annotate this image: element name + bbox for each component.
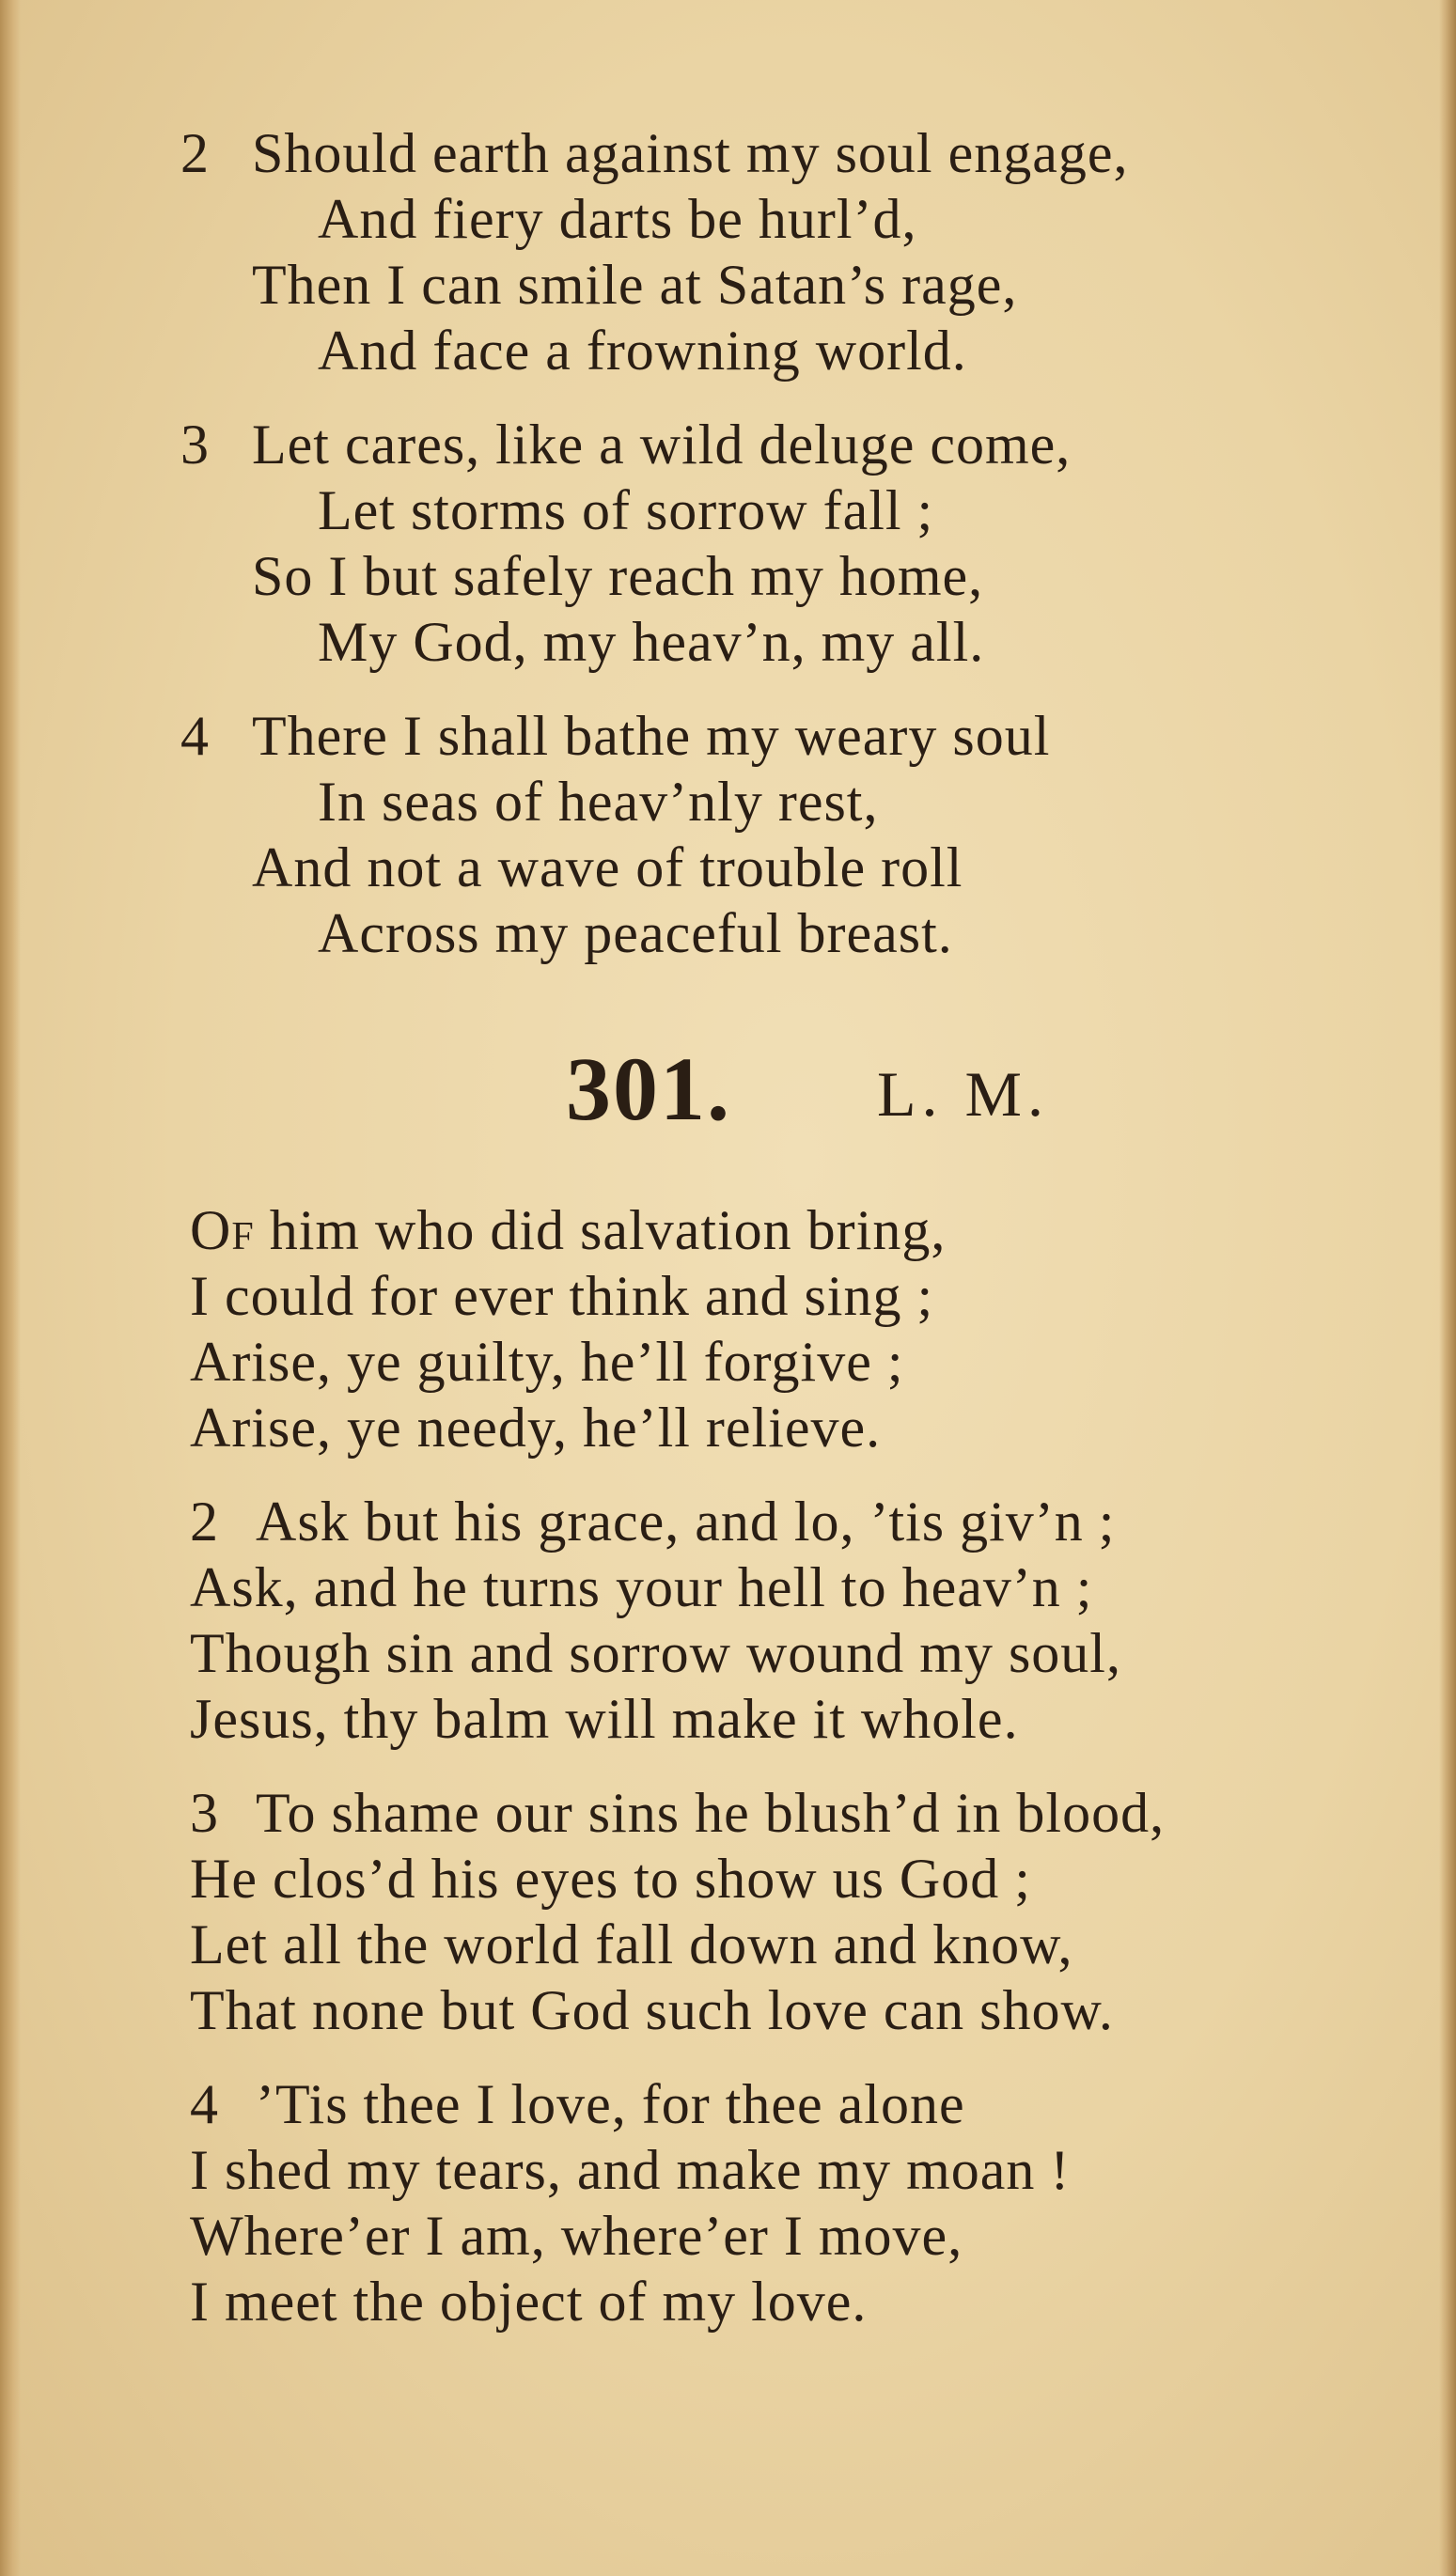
verse-line: Let storms of sorrow fall ;: [318, 479, 934, 541]
verse-line: Arise, ye needy, he’ll relieve.: [190, 1397, 882, 1459]
verse-line: Arise, ye guilty, he’ll forgive ;: [190, 1331, 904, 1393]
stanza-number: 3: [180, 414, 210, 476]
verse-line: Jesus, thy balm will make it whole.: [190, 1688, 1019, 1750]
hymn-number: 301.: [566, 1038, 731, 1139]
verse-line: Should earth against my soul engage,: [252, 122, 1129, 184]
verse-line: My God, my heav’n, my all.: [318, 611, 985, 673]
stanza-number: 2: [180, 122, 210, 184]
hymn-meter: L. M.: [877, 1058, 1049, 1130]
verse-line: Let cares, like a wild deluge come,: [252, 414, 1072, 476]
verse-line-rest: him who did salvation bring,: [269, 1199, 947, 1261]
stanza-number: 4: [190, 2073, 219, 2135]
verse-line: Where’er I am, where’er I move,: [190, 2205, 963, 2267]
verse-line: To shame our sins he blush’d in blood,: [256, 1782, 1166, 1844]
verse-line: That none but God such love can show.: [190, 1979, 1114, 2041]
verse-line: I could for ever think and sing ;: [190, 1265, 934, 1327]
verse-line: Then I can smile at Satan’s rage,: [252, 254, 1018, 316]
verse-line-first: [190, 1197, 946, 1263]
verse-line: ’Tis thee I love, for thee alone: [256, 2073, 965, 2135]
verse-line: Though sin and sorrow wound my soul,: [190, 1622, 1121, 1684]
verse-line: And face a frowning world.: [318, 320, 967, 382]
verse-line: Ask but his grace, and lo, ’tis giv’n ;: [256, 1491, 1116, 1553]
verse-line: Let all the world fall down and know,: [190, 1913, 1073, 1975]
verse-line: I meet the object of my love.: [190, 2271, 868, 2333]
verse-line: Ask, and he turns your hell to heav’n ;: [190, 1556, 1093, 1618]
stanza-number: 3: [190, 1782, 219, 1844]
verse-line: And not a wave of trouble roll: [252, 836, 963, 898]
page-edge-right: [1439, 0, 1456, 2576]
page-edge-left: [0, 0, 21, 2576]
stanza-number: 2: [190, 1491, 219, 1553]
verse-line: He clos’d his eyes to show us God ;: [190, 1848, 1031, 1910]
verse-line: So I but safely reach my home,: [252, 545, 984, 607]
verse-line: Across my peaceful breast.: [318, 902, 953, 964]
verse-line: And fiery darts be hurl’d,: [318, 188, 917, 250]
verse-line: I shed my tears, and make my moan !: [190, 2139, 1071, 2201]
verse-line: There I shall bathe my weary soul: [252, 705, 1051, 767]
verse-line: In seas of heav’nly rest,: [318, 771, 879, 833]
stanza-number: 4: [180, 705, 210, 767]
initial-word: Of: [190, 1199, 255, 1261]
